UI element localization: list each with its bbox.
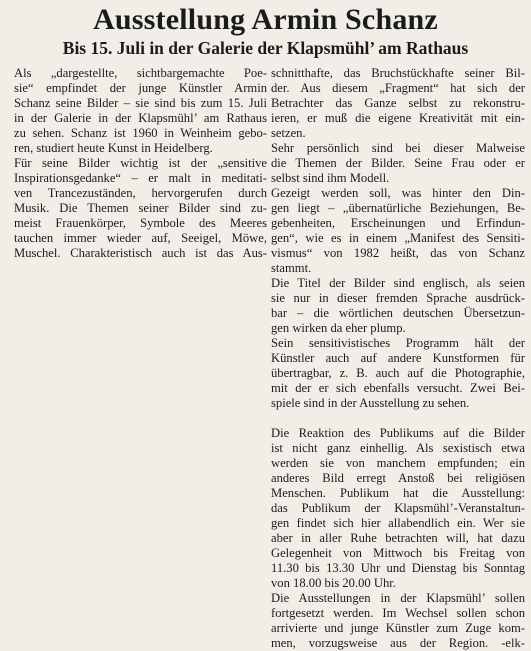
text-line: das Publikum der Klapsmühl’-Veranstaltun- <box>271 501 525 515</box>
text-line: Musik. Die Themen seiner Bilder sind zu- <box>14 201 267 215</box>
text-line: übertragbar, z. B. auch auf die Photographie, <box>271 366 525 380</box>
text-line: ven Trancezuständen, hervorgerufen durch <box>14 186 267 200</box>
text-line: Muschel. Charakteristisch auch ist das Aus- <box>14 246 267 260</box>
text-line: vismus“ von 1982 heißt, das von Schanz <box>271 246 525 260</box>
article-column-left <box>14 66 267 261</box>
text-line: gebenheiten, Erscheinungen und Erfindun- <box>271 216 525 230</box>
text-line: Die Ausstellungen in der Klapsmühl’ sollen <box>271 591 525 605</box>
text-line: selbst sind ihm Modell. <box>271 171 390 185</box>
text-line: in der Galerie in der Klapsmühl’ am Rathaus <box>14 111 267 125</box>
text-line: Gelegenheit von Mittwoch bis Freitag von <box>271 546 525 560</box>
article-headline: Ausstellung Armin Schanz <box>93 3 438 36</box>
text-line: gen wirken da eher plump. <box>271 321 406 335</box>
text-line: fortgesetzt werden. Im Wechsel sollen schon <box>271 606 525 620</box>
text-line: der. Aus diesem „Fragment“ hat sich der <box>271 81 525 95</box>
text-line: gen findet sich hier allabendlich ein. Wer sie <box>271 516 525 530</box>
text-line: bar – die wörtlichen deutschen Übersetzun- <box>271 306 525 320</box>
text-line: Als „dargestellte, sichtbargemachte Poe- <box>14 66 267 80</box>
text-line: setzen. <box>271 126 306 140</box>
text-line: Menschen. Publikum hat die Ausstellung: <box>271 486 525 500</box>
text-line: anderes Bild erregt Anstoß bei religiösen <box>271 471 525 485</box>
text-line: werden sie von manchem empfunden; ein <box>271 456 525 470</box>
text-line: stammt. <box>271 261 312 275</box>
text-line: Inspirationsgedanke“ – er malt in meditati- <box>14 171 267 185</box>
text-line: Für seine Bilder wichtig ist der „sensitive <box>14 156 267 170</box>
text-line: zu sehen. Schanz ist 1960 in Weinheim gebo- <box>14 126 267 140</box>
text-line: men, vorzugsweise aus der Region. -elk- <box>271 636 525 650</box>
text-line: aber in aller Ruhe betrachten will, hat dazu <box>271 531 525 545</box>
text-line: Schanz seine Bilder – sie sind bis zum 15. Juli <box>14 96 267 110</box>
text-line: von 18.00 bis 20.00 Uhr. <box>271 576 396 590</box>
text-line: ieren, er muß die eigene Kreativität mit ein- <box>271 111 525 125</box>
article-subheadline: Bis 15. Juli in der Galerie der Klapsmühl’ am Rathaus <box>62 38 469 58</box>
text-line: Die Reaktion des Publikums auf die Bilder <box>271 426 525 440</box>
paragraph-gap <box>271 411 525 426</box>
text-line: die Themen der Bilder. Seine Frau oder er <box>271 156 525 170</box>
text-line: meist Frauenkörper, Symbole des Meeres <box>14 216 267 230</box>
text-line: spiele sind in der Ausstellung zu sehen. <box>271 396 470 410</box>
text-line: sie“ empfindet der junge Künstler Armin <box>14 81 267 95</box>
text-line: ren, studiert heute Kunst in Heidelberg. <box>14 141 213 155</box>
text-line: Betrachter das Ganze selbst zu rekonstru- <box>271 96 525 110</box>
text-line: Sein sensitivistisches Programm hält der <box>271 336 525 350</box>
text-line: gen“, wie es in einem „Manifest des Sensiti- <box>271 231 525 245</box>
text-line: Gezeigt werden soll, was hinter den Din- <box>271 186 525 200</box>
text-line: Die Titel der Bilder sind englisch, als seien <box>271 276 525 290</box>
text-line: arrivierte und junge Künstler zum Zuge kom- <box>271 621 525 635</box>
text-line: Künstler auch auf andere Kunstformen für <box>271 351 525 365</box>
text-line: Sehr persönlich sind bei dieser Malweise <box>271 141 525 155</box>
text-line: ist nicht ganz einhellig. Als sexistisch etwa <box>271 441 525 455</box>
text-line: 11.30 bis 13.30 Uhr und Dienstag bis Sonntag <box>271 561 525 575</box>
article-column-right <box>271 66 525 651</box>
text-line: gen liegt – „übernatürliche Beziehungen, Be- <box>271 201 525 215</box>
text-line: sie nur in dieser fremden Sprache ausdrück- <box>271 291 525 305</box>
text-line: schnitthafte, das Bruchstückhafte seiner Bil- <box>271 66 525 80</box>
text-line: tauchen immer wieder auf, Seeigel, Möwe, <box>14 231 267 245</box>
text-line: mit der er sich ebenfalls versucht. Zwei Bei- <box>271 381 525 395</box>
